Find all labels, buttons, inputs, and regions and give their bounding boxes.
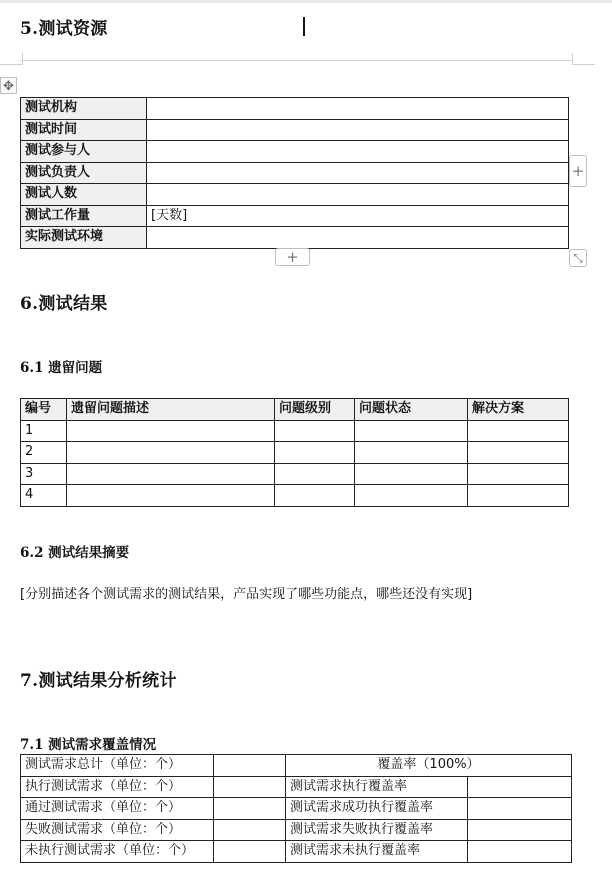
issue-cell[interactable] [67, 442, 275, 464]
issue-cell[interactable] [275, 442, 355, 464]
heading-6-1: 6.1 遗留问题 [20, 360, 103, 376]
issue-cell[interactable] [468, 420, 569, 442]
top-border [0, 0, 612, 3]
column-header: 解决方案 [468, 399, 569, 421]
issue-cell[interactable] [468, 442, 569, 464]
resource-value-cell[interactable] [147, 162, 569, 184]
issue-number[interactable]: 4 [21, 485, 67, 507]
table-row [21, 162, 569, 184]
coverage-count-cell[interactable] [214, 755, 286, 777]
resource-label: 测试人数 [21, 184, 147, 206]
coverage-table [20, 754, 572, 863]
issues-table [20, 398, 569, 507]
coverage-count-cell[interactable] [214, 841, 286, 863]
resource-label: 测试机构 [21, 98, 147, 120]
test-resources-table [20, 97, 569, 249]
issue-cell[interactable] [355, 463, 468, 485]
table-row [21, 205, 569, 227]
resource-label: 测试时间 [21, 119, 147, 141]
page-margin-mark-right [572, 53, 595, 65]
coverage-label: 测试需求总计（单位：个） [21, 755, 214, 777]
heading-6-2: 6.2 测试结果摘要 [20, 545, 130, 561]
text-cursor [303, 17, 305, 36]
issue-cell[interactable] [67, 485, 275, 507]
page-margin-mark-left [0, 53, 23, 65]
header-divider [20, 60, 572, 61]
coverage-count-cell[interactable] [214, 819, 286, 841]
coverage-label: 未执行测试需求（单位：个） [21, 841, 214, 863]
resource-label: 测试参与人 [21, 141, 147, 163]
coverage-label: 执行测试需求（单位：个） [21, 776, 214, 798]
issue-cell[interactable] [67, 420, 275, 442]
coverage-rate-label: 测试需求未执行覆盖率 [286, 841, 468, 863]
issue-cell[interactable] [275, 463, 355, 485]
heading-section-7: 7.测试结果分析统计 [20, 671, 177, 691]
table-row [21, 119, 569, 141]
issue-cell[interactable] [468, 485, 569, 507]
coverage-label: 通过测试需求（单位：个） [21, 798, 214, 820]
table-row [21, 819, 572, 841]
heading-7-1: 7.1 测试需求覆盖情况 [20, 737, 157, 753]
issue-cell[interactable] [355, 442, 468, 464]
issue-cell[interactable] [275, 420, 355, 442]
table-row [21, 184, 569, 206]
resource-value-cell[interactable] [147, 141, 569, 163]
resource-value-cell[interactable] [147, 227, 569, 249]
resource-value-cell[interactable] [147, 184, 569, 206]
resource-value-cell[interactable] [147, 98, 569, 120]
column-header: 遗留问题描述 [67, 399, 275, 421]
issue-cell[interactable] [275, 485, 355, 507]
table-row [21, 841, 572, 863]
issue-number[interactable]: 3 [21, 463, 67, 485]
coverage-rate-label: 测试需求失败执行覆盖率 [286, 819, 468, 841]
resource-label: 实际测试环境 [21, 227, 147, 249]
table-row [21, 420, 569, 442]
table-header-row [21, 399, 569, 421]
table-row [21, 463, 569, 485]
column-header: 问题级别 [275, 399, 355, 421]
issue-number[interactable]: 1 [21, 420, 67, 442]
column-header: 编号 [21, 399, 67, 421]
issue-cell[interactable] [355, 420, 468, 442]
column-header: 问题状态 [355, 399, 468, 421]
table-row [21, 776, 572, 798]
resource-label: 测试工作量 [21, 205, 147, 227]
table-row [21, 485, 569, 507]
table-row [21, 798, 572, 820]
coverage-rate-cell[interactable] [468, 798, 572, 820]
summary-paragraph[interactable]: [分别描述各个测试需求的测试结果，产品实现了哪些功能点，哪些还没有实现] [20, 587, 473, 602]
heading-section-6: 6.测试结果 [20, 294, 108, 314]
issue-cell[interactable] [67, 463, 275, 485]
coverage-rate-label: 测试需求成功执行覆盖率 [286, 798, 468, 820]
issue-cell[interactable] [468, 463, 569, 485]
coverage-rate-label: 测试需求执行覆盖率 [286, 776, 468, 798]
table-row [21, 755, 572, 777]
coverage-rate-cell[interactable] [468, 776, 572, 798]
coverage-count-cell[interactable] [214, 776, 286, 798]
issue-number[interactable]: 2 [21, 442, 67, 464]
table-row [21, 141, 569, 163]
coverage-rate-cell[interactable] [468, 819, 572, 841]
add-column-button[interactable]: + [569, 155, 587, 187]
coverage-rate-header: 覆盖率（100%） [286, 755, 572, 777]
heading-section-5: 5.测试资源 [20, 19, 108, 39]
issue-cell[interactable] [355, 485, 468, 507]
resource-label: 测试负责人 [21, 162, 147, 184]
resource-value-cell[interactable] [147, 119, 569, 141]
table-resize-icon[interactable]: ⤡ [569, 249, 587, 267]
resource-value-cell[interactable]: [天数] [147, 205, 569, 227]
table-move-handle-icon[interactable]: ✥ [0, 77, 17, 94]
coverage-label: 失败测试需求（单位：个） [21, 819, 214, 841]
add-row-button[interactable]: + [275, 248, 310, 266]
table-row [21, 98, 569, 120]
coverage-rate-cell[interactable] [468, 841, 572, 863]
table-row [21, 227, 569, 249]
table-row [21, 442, 569, 464]
coverage-count-cell[interactable] [214, 798, 286, 820]
